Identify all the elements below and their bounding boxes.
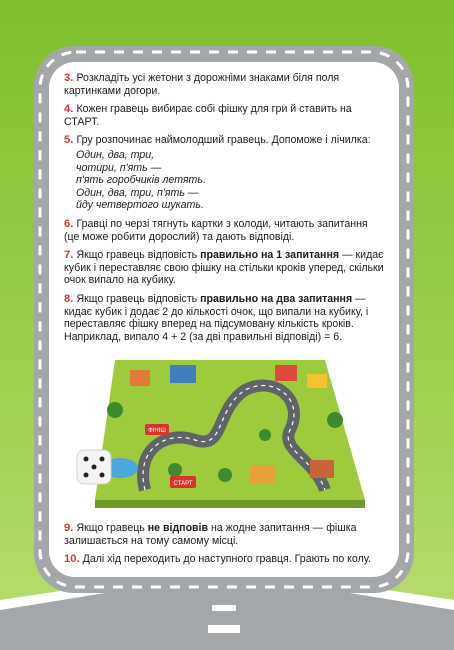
rule-text: Гру розпочинає наймолодший гравець. Допоможе і лічилка: — [76, 134, 371, 147]
rhyme-line: п'ять горобчиків летять. — [76, 174, 206, 187]
rule-item — [64, 218, 384, 243]
rule-text: Кожен гравець вибирає собі фішку для гри й ставить на СТАРТ. — [64, 103, 352, 128]
rule-item — [64, 249, 384, 287]
rule-number: 10. — [64, 553, 83, 566]
counting-rhyme — [76, 149, 384, 212]
dice — [77, 450, 111, 484]
rule-number: 6. — [64, 217, 77, 230]
rule-text: на жодне запитання — фішка залишається на тому самому місці. — [64, 522, 357, 547]
rhyme-line: Один, два, три, п'ять — — [76, 186, 199, 199]
rule-item — [64, 72, 384, 97]
rule-number: 9. — [64, 522, 77, 534]
rules-list — [64, 72, 384, 349]
rule-number: 7. — [64, 249, 77, 262]
rule-text-bold: правильно на 1 запитання — [200, 249, 340, 262]
rhyme-line: Один, два, три, — [76, 148, 155, 161]
rule-text: Розкладіть усі жетони з дорожніми знаками біля поля картинками догори. — [64, 72, 340, 97]
finish-label: ФІНІШ — [148, 428, 166, 434]
rhyme-line: чотири, п'ять — — [76, 161, 162, 174]
rule-text: Якщо гравець — [76, 522, 148, 534]
rule-text-bold: правильно на два запитання — [200, 292, 353, 305]
rule-text: — кидає кубик і переставляє свою фішку на стільки кроків уперед, скільки очок випало на кубику. — [64, 249, 384, 287]
rule-text-bold: не відповів — [147, 522, 209, 534]
rule-text: — кидає кубик і додає 2 до кількості очок, що випали на кубику, і переставляє фішку вперед на підсумовану кількість кроків. Наприклад, випало 4 + 2 (за дві правильні відповіді) = 6. — [64, 292, 369, 343]
rule-item — [64, 293, 384, 343]
game-board-illustration — [75, 350, 375, 510]
start-label: СТАРТ — [173, 481, 193, 487]
rule-item — [64, 553, 384, 566]
rule-text: Якщо гравець відповість — [76, 249, 201, 262]
rule-item — [64, 522, 384, 547]
rule-number: 4. — [64, 103, 77, 116]
rule-number: 5. — [64, 134, 77, 147]
rule-text: Далі хід переходить до наступного гравця. Грають по колу. — [82, 553, 371, 566]
rule-text: Якщо гравець відповість — [76, 292, 201, 305]
rule-item — [64, 103, 384, 128]
rhyme-line: йду четвертого шукать. — [76, 199, 204, 212]
rule-text: Гравці по черзі тягнуть картки з колоди, читають запитання (це може робити дорослий) та дають відповіді. — [64, 217, 368, 243]
rule-number: 3. — [64, 72, 77, 84]
rules-list-bottom — [64, 522, 384, 572]
rule-number: 8. — [64, 292, 77, 305]
rule-item — [64, 134, 384, 212]
